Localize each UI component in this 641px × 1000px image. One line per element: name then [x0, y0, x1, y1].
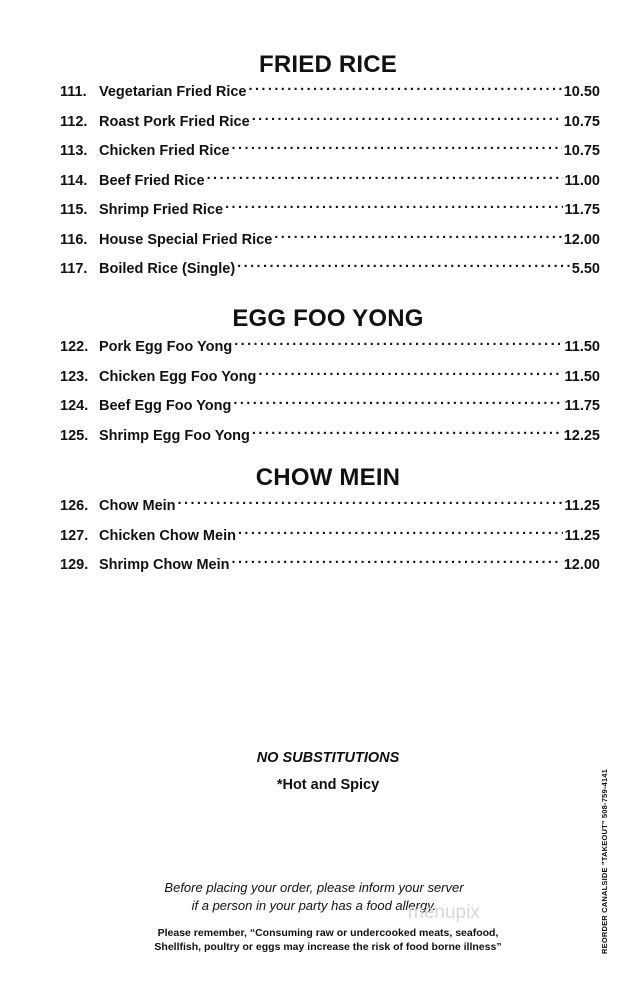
dot-leader — [232, 137, 562, 155]
menu-list-chow-mein — [60, 492, 600, 581]
item-price: 10.75 — [563, 113, 600, 130]
item-price: 11.75 — [564, 202, 600, 218]
menu-item — [60, 255, 600, 285]
item-name: Chicken Chow Mein — [99, 527, 236, 544]
reorder-side-text: REORDER CANALSIDE "TAKEOUT" 508-759-4141 — [600, 768, 609, 954]
allergy-note-line-2: if a person in your party has a food allergy. — [191, 898, 437, 913]
dot-leader — [274, 226, 561, 244]
item-number: 124. — [60, 398, 89, 414]
item-name: Vegetarian Fried Rice — [99, 84, 247, 100]
item-number: 122. — [60, 339, 89, 355]
item-number: 111. — [60, 84, 87, 100]
menu-item — [60, 226, 600, 256]
menu-item — [60, 492, 600, 522]
dot-leader — [237, 255, 570, 273]
dot-leader — [207, 167, 563, 185]
item-name: Chicken Fried Rice — [99, 143, 230, 159]
dot-leader — [232, 551, 562, 569]
item-price: 12.25 — [563, 427, 600, 444]
menu-list-egg-foo-yong — [60, 333, 600, 451]
item-number: 126. — [60, 498, 89, 514]
allergy-note-line-1: Before placing your order, please inform your server — [164, 880, 464, 895]
dot-leader — [238, 522, 563, 540]
menu-item — [60, 392, 600, 422]
menu-item — [60, 137, 600, 167]
item-price: 12.00 — [563, 557, 600, 573]
menu-list-fried-rice — [60, 78, 600, 285]
item-name: Chow Mein — [99, 498, 176, 514]
menu-item — [60, 108, 600, 138]
item-name: Roast Pork Fried Rice — [99, 113, 250, 130]
section-title-fried-rice: FRIED RICE — [258, 51, 397, 78]
item-price: 12.00 — [563, 231, 600, 248]
food-safety-note — [0, 926, 641, 954]
food-safety-note-line-2: Shellfish, poultry or eggs may increase the risk of food borne illness” — [154, 941, 502, 953]
item-number: 116. — [60, 231, 88, 248]
item-price: 5.50 — [571, 261, 600, 277]
item-name: House Special Fried Rice — [99, 231, 273, 248]
menu-item — [60, 333, 600, 363]
item-name: Boiled Rice (Single) — [99, 261, 236, 277]
item-number: 114. — [60, 172, 88, 189]
item-price: 11.75 — [564, 398, 600, 414]
menu-item — [60, 78, 600, 108]
item-number: 115. — [60, 202, 88, 218]
section-title-chow-mein: CHOW MEIN — [255, 464, 401, 491]
item-number: 127. — [60, 527, 89, 544]
item-name: Beef Egg Foo Yong — [99, 398, 232, 414]
item-name: Shrimp Chow Mein — [99, 557, 230, 573]
menu-item — [60, 522, 600, 552]
item-name: Pork Egg Foo Yong — [99, 339, 233, 355]
item-price: 11.50 — [564, 368, 600, 385]
menupix-watermark: menupix — [408, 902, 480, 923]
menu-item — [60, 196, 600, 226]
menu-item — [60, 363, 600, 393]
item-name: Shrimp Fried Rice — [99, 202, 224, 218]
item-name: Beef Fried Rice — [99, 172, 205, 189]
allergy-note — [0, 879, 628, 915]
dot-leader — [178, 492, 563, 510]
item-price: 11.25 — [564, 527, 600, 544]
dot-leader — [225, 196, 562, 214]
menu-item — [60, 167, 600, 197]
item-number: 123. — [60, 368, 89, 385]
item-price: 11.25 — [564, 498, 600, 514]
item-name: Chicken Egg Foo Yong — [99, 368, 257, 385]
item-number: 129. — [60, 557, 89, 573]
dot-leader — [248, 78, 561, 96]
dot-leader — [233, 392, 562, 410]
item-number: 113. — [60, 143, 88, 159]
item-price: 11.50 — [564, 339, 600, 355]
item-number: 125. — [60, 427, 89, 444]
dot-leader — [258, 363, 562, 381]
section-title-egg-foo-yong: EGG FOO YONG — [232, 305, 424, 332]
food-safety-note-line-1: Please remember, “Consuming raw or undercooked meats, seafood, — [157, 927, 499, 939]
dot-leader — [252, 108, 562, 126]
hot-and-spicy-note: *Hot and Spicy — [276, 777, 380, 793]
item-name: Shrimp Egg Foo Yong — [99, 427, 250, 444]
item-price: 10.75 — [563, 143, 600, 159]
item-number: 112. — [60, 113, 88, 130]
item-price: 10.50 — [563, 84, 600, 100]
no-substitutions-note: NO SUBSTITUTIONS — [256, 750, 400, 766]
dot-leader — [234, 333, 562, 351]
menu-item — [60, 422, 600, 452]
menu-item — [60, 551, 600, 581]
item-price: 11.00 — [564, 172, 600, 189]
dot-leader — [252, 422, 562, 440]
item-number: 117. — [60, 261, 88, 277]
